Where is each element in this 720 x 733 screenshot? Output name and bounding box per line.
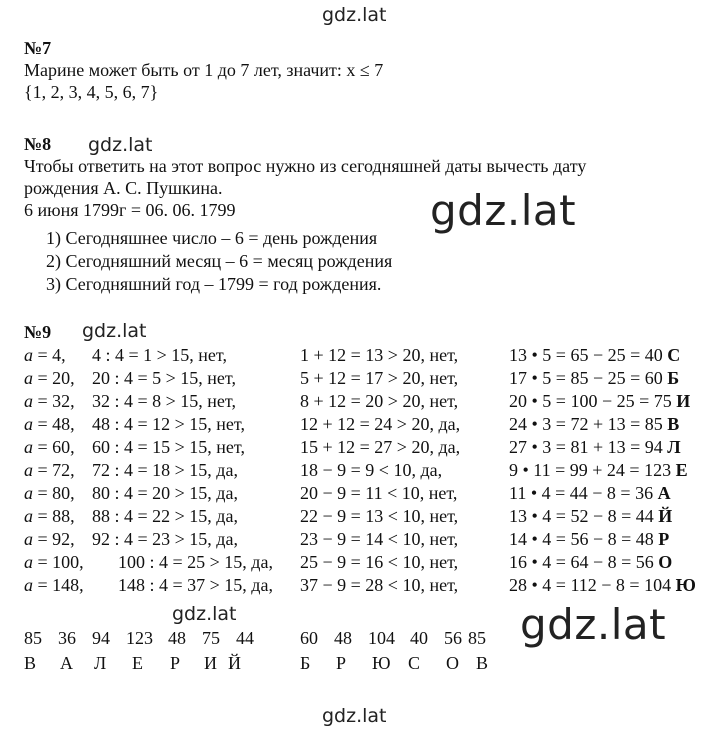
table-row [0,575,720,597]
answer-number: 85 [468,628,486,648]
answer-letter: Ю [372,653,391,673]
row-division: 100 : 4 = 25 > 15, да, [118,552,273,572]
answer-letter: В [24,653,37,673]
row-result [509,529,669,550]
row-letter: И [676,391,691,411]
row-result-expr: 14 • 4 = 56 − 8 = 48 [509,529,654,549]
answer-number: 104 [368,628,395,648]
row-a-value [24,506,75,527]
task8-step-2: 2) Сегодняшний месяц – 6 = месяц рождения [46,251,393,271]
table-row [0,414,720,436]
row-a-value [24,345,66,366]
answer-number: 48 [168,628,186,648]
row-letter: О [658,552,673,572]
answer-number: 94 [92,628,110,648]
row-a-value [24,414,75,435]
answer-letter: О [446,653,459,673]
answer-number: 75 [202,628,220,648]
row-result [509,414,679,435]
row-condition: 23 − 9 = 14 < 10, нет, [300,529,459,549]
table-row [0,437,720,459]
row-division: 4 : 4 = 1 > 15, нет, [92,345,227,365]
table-row [0,483,720,505]
a-assignment: = 60, [33,437,75,457]
a-assignment: = 88, [33,506,75,526]
answer-letter: Й [228,653,241,673]
table-row [0,391,720,413]
row-result [509,345,680,366]
task8-title: №8 [24,134,52,154]
row-result-expr: 11 • 4 = 44 − 8 = 36 [509,483,654,503]
row-result [509,368,679,389]
row-division: 20 : 4 = 5 > 15, нет, [92,368,236,388]
task8-step-3: 3) Сегодняшний год – 1799 = год рождения. [46,274,382,294]
answer-letter: А [60,653,73,673]
answer-number: 56 [444,628,462,648]
variable-a: a [24,368,33,388]
watermark-near-bottom: gdz.lat [172,603,237,625]
row-result [509,391,690,412]
table-row [0,552,720,574]
answer-letter: В [476,653,489,673]
answer-letter: Л [94,653,107,673]
watermark-big-bottom: gdz.lat [520,600,667,649]
row-a-value [24,529,75,550]
row-result-expr: 24 • 3 = 72 + 13 = 85 [509,414,663,434]
row-division: 32 : 4 = 8 > 15, нет, [92,391,236,411]
watermark-big-middle: gdz.lat [430,186,577,235]
task9-title: №9 [24,322,52,342]
answer-letter: И [204,653,217,673]
answer-number: 85 [24,628,42,648]
row-letter: Л [667,437,681,457]
row-letter: Б [667,368,680,388]
answer-number: 60 [300,628,318,648]
row-result-expr: 13 • 5 = 65 − 25 = 40 [509,345,663,365]
row-division: 60 : 4 = 15 > 15, нет, [92,437,245,457]
row-letter: А [657,483,671,503]
a-assignment: = 32, [33,391,75,411]
row-a-value [24,437,75,458]
row-result [509,575,696,596]
variable-a: a [24,575,33,595]
variable-a: a [24,391,33,411]
answer-letters-2 [0,653,720,675]
answer-number: 36 [58,628,76,648]
row-division: 72 : 4 = 18 > 15, да, [92,460,238,480]
answer-number: 48 [334,628,352,648]
answer-letter: С [408,653,421,673]
answer-letter: Р [170,653,181,673]
answer-letter: Б [300,653,311,673]
table-row [0,345,720,367]
row-result [509,460,688,481]
watermark-top: gdz.lat [322,4,387,26]
row-condition: 8 + 12 = 20 > 20, нет, [300,391,459,411]
row-condition: 15 + 12 = 27 > 20, да, [300,437,461,457]
row-division: 48 : 4 = 12 > 15, нет, [92,414,245,434]
row-division: 88 : 4 = 22 > 15, да, [92,506,238,526]
row-a-value [24,391,75,412]
row-letter: Е [675,460,688,480]
row-result-expr: 13 • 4 = 52 − 8 = 44 [509,506,654,526]
a-assignment: = 100, [33,552,84,572]
row-result-expr: 28 • 4 = 112 − 8 = 104 [509,575,672,595]
row-condition: 22 − 9 = 13 < 10, нет, [300,506,459,526]
answer-letter: Р [336,653,347,673]
a-assignment: = 92, [33,529,75,549]
table-row [0,368,720,390]
a-assignment: = 80, [33,483,75,503]
row-result [509,483,671,504]
row-result-expr: 27 • 3 = 81 + 13 = 94 [509,437,663,457]
task7-line2: {1, 2, 3, 4, 5, 6, 7} [24,82,159,102]
variable-a: a [24,437,33,457]
row-division: 148 : 4 = 37 > 15, да, [118,575,273,595]
variable-a: a [24,529,33,549]
table-row [0,506,720,528]
variable-a: a [24,552,33,572]
row-a-value [24,575,84,596]
variable-a: a [24,460,33,480]
row-result [509,506,672,527]
table-row [0,460,720,482]
row-a-value [24,552,84,573]
a-assignment: = 148, [33,575,84,595]
row-letter: Р [658,529,670,549]
a-assignment: = 48, [33,414,75,434]
task8-line2: рождения А. С. Пушкина. [24,178,223,198]
task8-line3: 6 июня 1799г = 06. 06. 1799 [24,200,236,220]
row-condition: 1 + 12 = 13 > 20, нет, [300,345,459,365]
task7-line1: Марине может быть от 1 до 7 лет, значит: x ≤ 7 [24,60,384,80]
table-row [0,529,720,551]
variable-a: a [24,345,33,365]
answer-number: 123 [126,628,153,648]
variable-a: a [24,414,33,434]
row-result [509,437,681,458]
row-result [509,552,672,573]
variable-a: a [24,506,33,526]
row-result-expr: 17 • 5 = 85 − 25 = 60 [509,368,663,388]
row-a-value [24,460,75,481]
a-assignment: = 72, [33,460,75,480]
watermark-near-8: gdz.lat [88,134,153,156]
a-assignment: = 20, [33,368,75,388]
row-letter: С [667,345,681,365]
row-a-value [24,483,75,504]
row-condition: 25 − 9 = 16 < 10, нет, [300,552,459,572]
task8-step-1: 1) Сегодняшнее число – 6 = день рождения [46,228,378,248]
row-condition: 12 + 12 = 24 > 20, да, [300,414,461,434]
row-letter: Й [658,506,673,526]
row-result-expr: 20 • 5 = 100 − 25 = 75 [509,391,672,411]
row-a-value [24,368,75,389]
row-condition: 37 − 9 = 28 < 10, нет, [300,575,459,595]
a-assignment: = 4, [33,345,66,365]
watermark-near-9: gdz.lat [82,320,147,342]
row-result-expr: 16 • 4 = 64 − 8 = 56 [509,552,654,572]
row-condition: 20 − 9 = 11 < 10, нет, [300,483,458,503]
answer-number: 44 [236,628,254,648]
row-division: 92 : 4 = 23 > 15, да, [92,529,238,549]
answer-number: 40 [410,628,428,648]
watermark-footer: gdz.lat [322,705,387,727]
answer-letter: Е [132,653,143,673]
variable-a: a [24,483,33,503]
task8-line1: Чтобы ответить на этот вопрос нужно из сегодняшней даты вычесть дату [24,156,587,176]
row-condition: 18 − 9 = 9 < 10, да, [300,460,443,480]
row-letter: Ю [675,575,696,595]
row-condition: 5 + 12 = 17 > 20, нет, [300,368,459,388]
row-result-expr: 9 • 11 = 99 + 24 = 123 [509,460,672,480]
row-letter: В [667,414,680,434]
task7-title: №7 [24,38,52,58]
row-division: 80 : 4 = 20 > 15, да, [92,483,238,503]
